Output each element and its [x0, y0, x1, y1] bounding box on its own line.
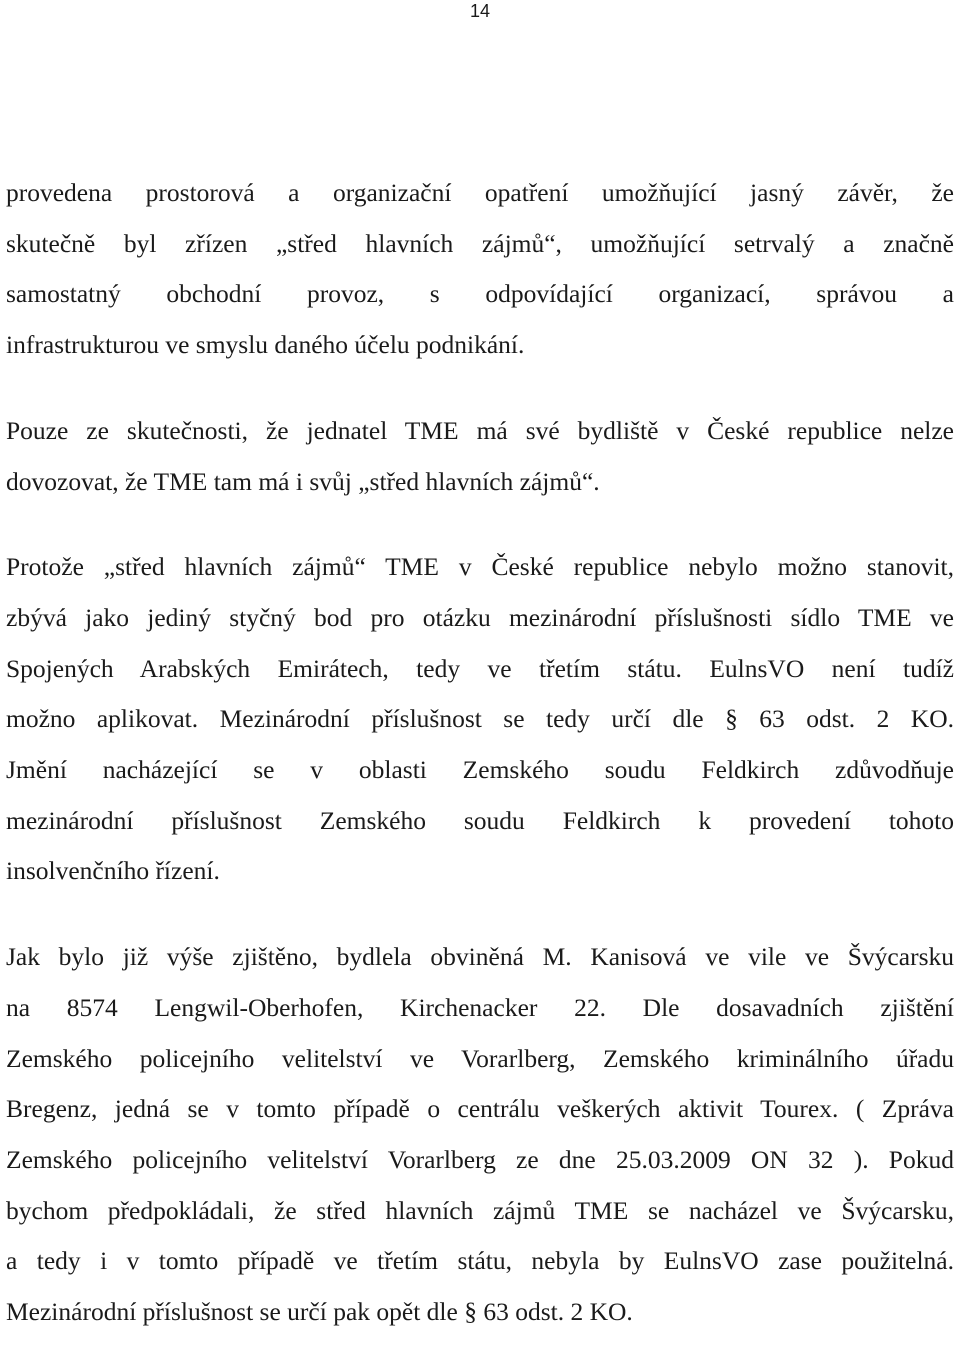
- text-line: Zemského policejního velitelství ve Vorarlberg, Zemského kriminálního úřadu: [6, 1043, 954, 1073]
- text-line: Zemského policejního velitelství Vorarlberg ze dne 25.03.2009 ON 32 ). Pokud: [6, 1144, 954, 1174]
- paragraph-3: [6, 542, 954, 897]
- text-line: insolvenčního řízení.: [6, 856, 220, 886]
- text-line: infrastrukturou ve smyslu daného účelu podnikání.: [6, 330, 525, 360]
- text-line: skutečně byl zřízen „střed hlavních zájmů“, umožňující setrvalý a značně: [6, 228, 954, 258]
- text-line: Pouze ze skutečnosti, že jednatel TME má své bydliště v České republice nelze: [6, 415, 954, 445]
- text-line: zbývá jako jediný styčný bod pro otázku mezinárodní příslušnosti sídlo TME ve: [6, 602, 954, 632]
- text-line: Jmění nacházející se v oblasti Zemského soudu Feldkirch zdůvodňuje: [6, 755, 954, 785]
- document-body: [6, 168, 954, 1338]
- page-number: 14: [469, 1, 491, 21]
- text-line: Protože „střed hlavních zájmů“ TME v České republice nebylo možno stanovit,: [6, 552, 954, 582]
- text-line: mezinárodní příslušnost Zemského soudu Feldkirch k provedení tohoto: [6, 805, 954, 835]
- text-line: Mezinárodní příslušnost se určí pak opět dle § 63 odst. 2 KO.: [6, 1297, 633, 1327]
- paragraph-2: [6, 406, 954, 507]
- text-line: samostatný obchodní provoz, s odpovídající organizací, správou a: [6, 279, 954, 309]
- text-line: na 8574 Lengwil-Oberhofen, Kirchenacker 22. Dle dosavadních zjištění: [6, 992, 954, 1022]
- paragraph-1: [6, 168, 954, 371]
- text-line: a tedy i v tomto případě ve třetím státu, nebyla by EulnsVO zase použitelná.: [6, 1246, 954, 1276]
- text-line: Spojených Arabských Emirátech, tedy ve třetím státu. EulnsVO není tudíž: [6, 653, 954, 683]
- text-line: možno aplikovat. Mezinárodní příslušnost se tedy určí dle § 63 odst. 2 KO.: [6, 704, 954, 734]
- text-line: dovozovat, že TME tam má i svůj „střed hlavních zájmů“.: [6, 466, 600, 496]
- paragraph-4: [6, 932, 954, 1338]
- text-line: bychom předpokládali, že střed hlavních zájmů TME se nacházel ve Švýcarsku,: [6, 1195, 954, 1225]
- text-line: provedena prostorová a organizační opatření umožňující jasný závěr, že: [6, 178, 954, 207]
- text-line: Jak bylo již výše zjištěno, bydlela obviněná M. Kanisová ve vile ve Švýcarsku: [6, 942, 954, 972]
- text-line: Bregenz, jedná se v tomto případě o centrálu veškerých aktivit Tourex. ( Zpráva: [6, 1094, 954, 1124]
